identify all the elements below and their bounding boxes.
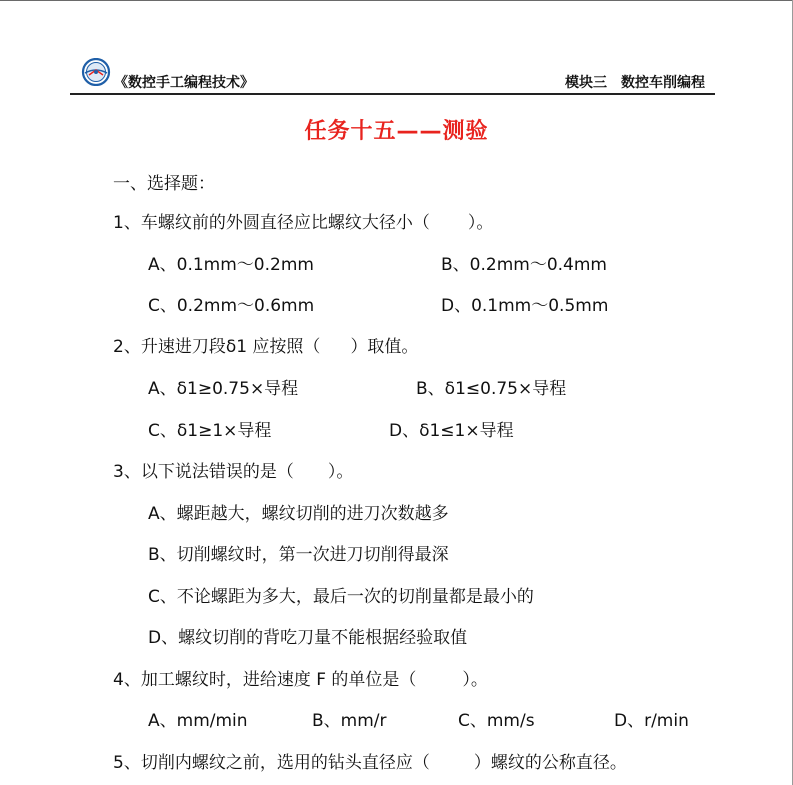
q3-option-c: C、不论螺距为多大，最后一次的切削量都是最小的 [148, 587, 534, 607]
q1-option-d: D、0.1mm～0.5mm [441, 296, 609, 316]
question-stem-before: 1、车螺纹前的外圆直径应比螺纹大径小（ [113, 213, 430, 233]
question-stem-before: 3、以下说法错误的是（ [113, 462, 294, 482]
question-2 [113, 336, 418, 358]
q3-option-a: A、螺距越大，螺纹切削的进刀次数越多 [148, 504, 449, 524]
university-emblem-icon [80, 58, 112, 86]
q4-option-a: A、mm/min [148, 711, 248, 731]
page-header [70, 58, 715, 94]
module-name: 数控车削编程 [621, 75, 705, 91]
q4-option-b: B、mm/r [312, 711, 387, 731]
question-stem-after: ）。 [462, 670, 488, 690]
q1-option-a: A、0.1mm～0.2mm [148, 255, 314, 275]
question-stem-before: 2、升速进刀段δ1 应按照（ [113, 337, 321, 357]
q1-option-b: B、0.2mm～0.4mm [441, 255, 607, 275]
question-stem-after: ）取值。 [350, 337, 419, 357]
module-label: 模块三 [565, 75, 607, 91]
page-top-border [0, 0, 793, 1]
question-5 [113, 752, 627, 774]
section-heading: 一、选择题： [113, 174, 215, 194]
question-3 [113, 461, 353, 483]
q3-option-b: B、切削螺纹时，第一次进刀切削得最深 [148, 545, 449, 565]
q2-option-b: B、δ1≤0.75×导程 [416, 379, 567, 399]
question-4 [113, 669, 488, 691]
question-stem-after: ）。 [327, 462, 354, 482]
header-rule [70, 93, 715, 95]
question-stem-after: ）螺纹的公称直径。 [473, 753, 627, 773]
question-stem-before: 5、切削内螺纹之前，选用的钻头直径应（ [113, 753, 430, 773]
q2-option-c: C、δ1≥1×导程 [148, 421, 272, 441]
q2-option-d: D、δ1≤1×导程 [389, 421, 514, 441]
question-1 [113, 212, 493, 234]
page-title: 任务十五——测验 [304, 119, 489, 144]
q4-option-d: D、r/min [614, 711, 689, 731]
question-stem-before: 4、加工螺纹时，进给速度 F 的单位是（ [113, 670, 417, 690]
q1-option-c: C、0.2mm～0.6mm [148, 296, 315, 316]
q4-option-c: C、mm/s [458, 711, 535, 731]
module-title [565, 72, 705, 92]
q3-option-d: D、螺纹切削的背吃刀量不能根据经验取值 [148, 628, 468, 648]
question-stem-after: ）。 [467, 213, 494, 233]
q2-option-a: A、δ1≥0.75×导程 [148, 379, 299, 399]
book-title: 《数控手工编程技术》 [114, 75, 254, 91]
